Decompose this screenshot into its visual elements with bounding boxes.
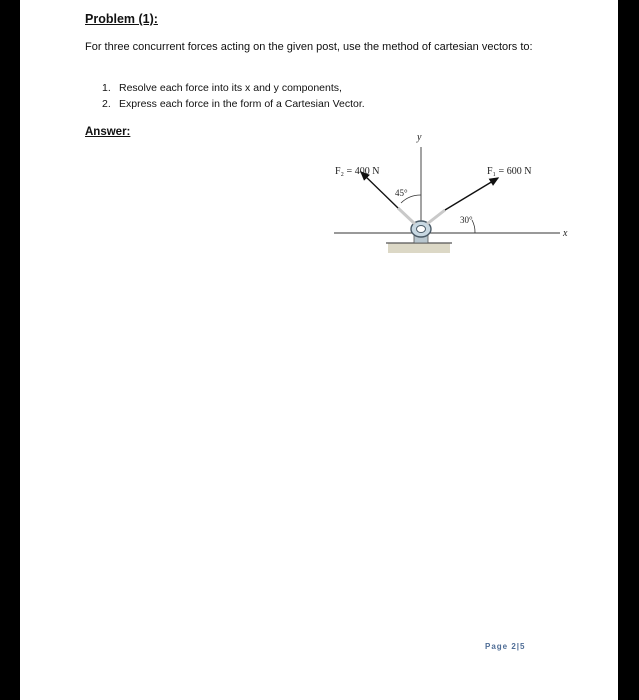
ground-hatch <box>388 243 450 253</box>
list-text: Resolve each force into its x and y components, <box>119 82 342 94</box>
f2-arrow <box>361 172 398 208</box>
problem-intro: For three concurrent forces acting on the given post, use the method of cartesian vectors to: <box>85 41 533 53</box>
angle-f1-label: 30° <box>460 215 473 225</box>
angle-f2-label: 45° <box>395 188 408 198</box>
page-number: Page 2|5 <box>485 642 526 651</box>
answer-label: Answer: <box>85 126 131 138</box>
eye-bolt-hole <box>417 226 426 233</box>
f1-arrow <box>445 178 498 210</box>
f2-label: F₂ = 400 N <box>335 166 380 177</box>
problem-title: Problem (1): <box>85 12 158 26</box>
f1-label: F₁ = 600 N <box>487 166 532 177</box>
list-text: Express each force in the form of a Cartesian Vector. <box>119 98 365 110</box>
force-diagram <box>20 0 618 700</box>
f2-cable <box>398 208 415 224</box>
list-number: 1. <box>102 82 111 94</box>
y-axis-label: y <box>417 132 422 143</box>
x-axis-label: x <box>563 228 568 239</box>
f1-cable <box>427 210 445 224</box>
list-number: 2. <box>102 98 111 110</box>
document-page <box>20 0 618 700</box>
